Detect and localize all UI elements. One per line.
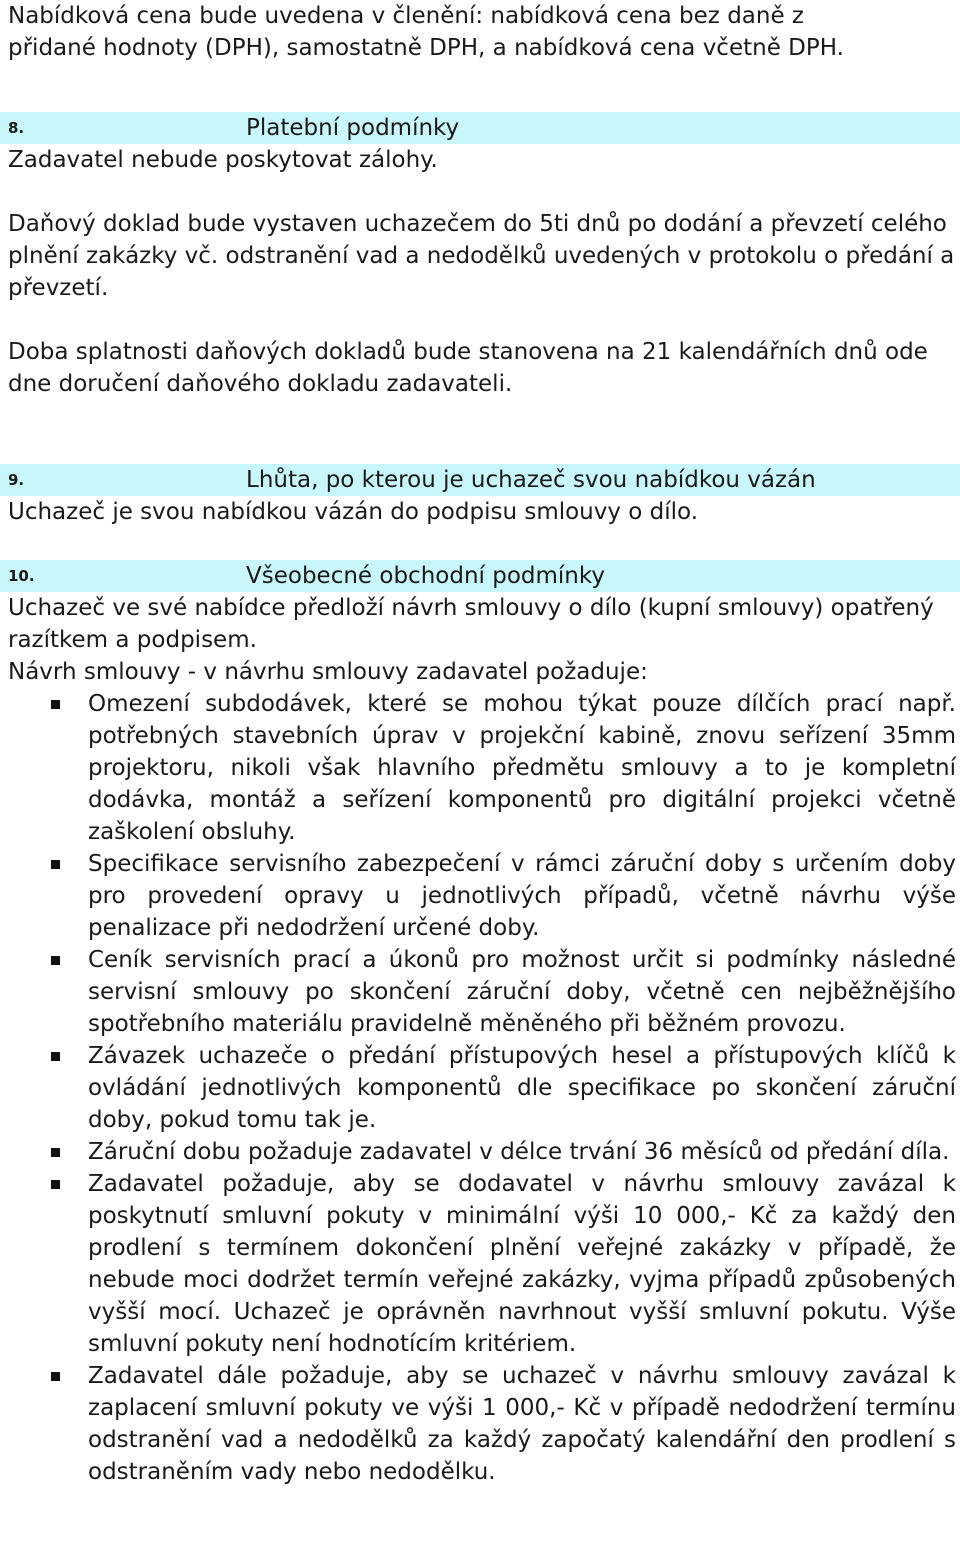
list-item-text: Omezení subdodávek, které se mohou týkat pouze dílčích prací např. potřebných stavebních úprav v projekční kabině, znovu seřízení 35mm projektoru, nikoli však hlavního předmětu smlouvy a to je kompletní dodávka, montáž a seřízení komponentů pro digitální projekci včetně zaškolení obsluhy. [88,691,956,845]
list-item-text: Zadavatel požaduje, aby se dodavatel v návrhu smlouvy zavázal k poskytnutí smluvní pokuty v minimální výši 10 000,- Kč za každý den prodlení s termínem dokončení plnění veřejné zakázky v případě, že nebude moci dodržet termín veřejné zakázky, vyjma případů způsobených vyšší mocí. Uchazeč je oprávněn navrhnout vyšší smluvní pokutu. Výše smluvní pokuty není hodnotícím kritériem. [88,1171,956,1357]
square-bullet-icon [51,1148,60,1157]
section-10-title: Všeobecné obchodní podmínky [246,563,605,589]
list-item [0,944,960,1040]
list-item [0,1040,960,1136]
section-8-paragraph-2: Daňový doklad bude vystaven uchazečem do 5ti dnů po dodání a převzetí celého plnění zakázky vč. odstranění vad a nedodělků uvedených v protokolu o předání a převzetí. [8,211,955,301]
section-10-paragraph-1: Uchazeč ve své nabídce předloží návrh smlouvy o dílo (kupní smlouvy) opatřený razítkem a podpisem. [8,595,934,653]
square-bullet-icon [51,1372,60,1381]
list-item [0,1168,960,1360]
section-10-number: 10. [8,567,35,585]
section-9-paragraph-1: Uchazeč je svou nabídkou vázán do podpisu smlouvy o dílo. [8,499,699,525]
section-9-number: 9. [8,471,25,489]
list-item [0,1136,960,1168]
square-bullet-icon [51,956,60,965]
section-8-paragraph-1: Zadavatel nebude poskytovat zálohy. [8,147,438,173]
section-10-heading [0,560,960,592]
section-8-title: Platební podmínky [246,115,460,141]
section-8-number: 8. [8,119,25,137]
list-item [0,688,960,848]
list-item-text: Závazek uchazeče o předání přístupových hesel a přístupových klíčů k ovládání jednotlivých komponentů dle specifikace po skončení záruční doby, pokud tomu tak je. [88,1043,956,1133]
section-9-heading [0,464,960,496]
list-item-text: Ceník servisních prací a úkonů pro možnost určit si podmínky následné servisní smlouvy po skončení záruční doby, včetně cen nejběžnějšího spotřebního materiálu pravidelně měněného při běžném provozu. [88,947,956,1037]
square-bullet-icon [51,860,60,869]
list-item [0,1360,960,1488]
square-bullet-icon [51,700,60,709]
section-8-paragraph-3: Doba splatnosti daňových dokladů bude stanovena na 21 kalendářních dnů ode dne doručení daňového dokladu zadavateli. [8,339,928,397]
list-item-text: Zadavatel dále požaduje, aby se uchazeč v návrhu smlouvy zavázal k zaplacení smluvní pokuty ve výši 1 000,- Kč v případě nedodržení termínu odstranění vad a nedodělků za každý započatý kalendářní den prodlení s odstraněním vady nebo nedodělku. [88,1363,956,1485]
spacer [0,400,960,464]
requirements-list [0,688,960,1488]
spacer [0,64,960,112]
intro-paragraph: Nabídková cena bude uvedena v členění: nabídková cena bez daně z přidané hodnoty (DPH), samostatně DPH, a nabídková cena včetně DPH. [8,3,844,61]
spacer [0,528,960,560]
list-item [0,848,960,944]
spacer [0,176,960,208]
square-bullet-icon [51,1052,60,1061]
section-10-paragraph-2: Návrh smlouvy - v návrhu smlouvy zadavatel požaduje: [8,659,648,685]
section-9-title: Lhůta, po kterou je uchazeč svou nabídkou vázán [246,467,816,493]
spacer [0,304,960,336]
section-8-heading [0,112,960,144]
list-item-text: Záruční dobu požaduje zadavatel v délce trvání 36 měsíců od předání díla. [88,1139,950,1165]
square-bullet-icon [51,1180,60,1189]
list-item-text: Specifikace servisního zabezpečení v rámci záruční doby s určením doby pro provedení opravy u jednotlivých případů, včetně návrhu výše penalizace při nedodržení určené doby. [88,851,956,941]
